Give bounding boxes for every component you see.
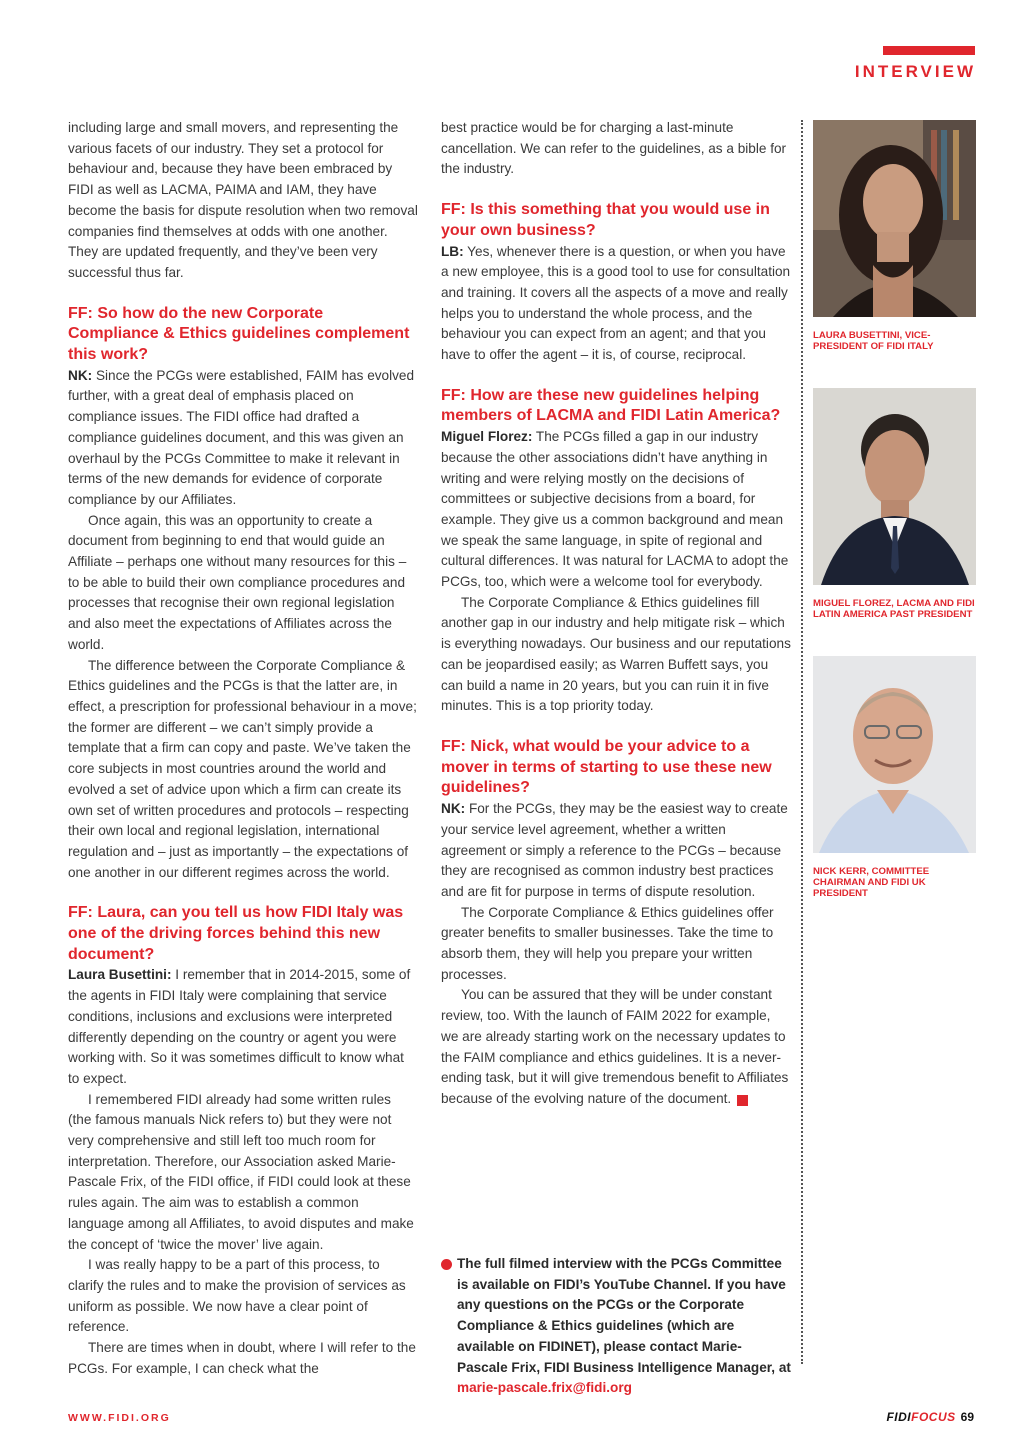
speaker-label: Laura Busettini:	[68, 967, 172, 983]
question-heading: FF: Is this something that you would use in your own business?	[441, 201, 770, 239]
middle-column	[441, 118, 791, 1110]
answer-text: Since the PCGs were established, FAIM has evolved further, with a great deal of emphasis placed on compliance issues. The FIDI office had drafted a compliance guidelines document, and this was given an overhaul by the PCGs Committee to make it relevant in terms of the new demands for evidence of corporate compliance by our Affiliates.	[68, 367, 415, 507]
left-column	[68, 118, 418, 1379]
question-heading: FF: How are these new guidelines helping members of LACMA and FIDI Latin America?	[441, 386, 781, 425]
brand-part1: FIDI	[886, 1410, 912, 1424]
photo-laura-busettini	[813, 120, 976, 317]
answer-text: The PCGs filled a gap in our industry because the other associations didn’t have anything in writing and were relying mostly on the decisions of committees or subjective decisions from a board, for example. They give us a common background and mean we speak the same language, in spite of regional and cultural differences. It was natural for LACMA to adopt the PCGs, too, which were a welcome tool for everybody.	[441, 429, 789, 590]
website-link[interactable]: WWW.FIDI.ORG	[68, 1412, 171, 1424]
contact-note	[441, 1254, 791, 1399]
paragraph: I was really happy to be a part of this process, to clarify the rules and to make the provision of services as uniform as possible. We now have a clear point of reference.	[68, 1257, 406, 1335]
answer-paragraph	[68, 965, 418, 1089]
answer-paragraph	[441, 242, 791, 366]
section-label: INTERVIEW	[854, 62, 976, 81]
note-text: The full filmed interview with the PCGs Committee is available on FIDI’s YouTube Channel. If you have any questions on the PCGs or the Corporate Compliance & Ethics guidelines (which are available on FIDINET), please contact Marie-Pascale Frix, FIDI Business Intelligence Manager, at	[457, 1256, 791, 1375]
caption-laura: LAURA BUSETTINI, VICE-PRESIDENT OF FIDI ITALY	[813, 330, 934, 352]
bullet-icon	[441, 1259, 452, 1270]
question-heading: FF: Laura, can you tell us how FIDI Italy was one of the driving forces behind this new document?	[68, 904, 404, 963]
speaker-label: NK:	[441, 801, 466, 817]
email-link[interactable]: marie-pascale.frix@fidi.org	[457, 1380, 632, 1396]
paragraph: I remembered FIDI already had some written rules (the famous manuals Nick refers to) but they were not very comprehensive and still left too much room for interpretation. Therefore, our Association asked Marie-Pascale Frix, of the FIDI office, if FIDI could look at these rules again. The aim was to establish a common language among all Affiliates, to avoid disputes and make the concept of ‘twice the mover’ live again.	[68, 1091, 414, 1252]
paragraph: The Corporate Compliance & Ethics guidelines fill another gap in our industry and help mitigate risk – which is everything nowadays. Our business and our reputations can be jeopardised easily; as Warren Buffett says, you can build a name in 20 years, but you can ruin it in five minutes. This is a top priority today.	[441, 594, 791, 714]
photo-nick-kerr	[813, 656, 976, 853]
paragraph: The Corporate Compliance & Ethics guidelines offer greater benefits to smaller businesses. Take the time to absorb them, they will help you prepare your written processes.	[441, 904, 774, 982]
paragraph: best practice would be for charging a last-minute cancellation. We can refer to the guidelines, as a bible for the industry.	[441, 120, 787, 177]
page-number: 69	[960, 1410, 974, 1424]
question-heading: FF: Nick, what would be your advice to a mover in terms of starting to use these new guidelines?	[441, 737, 772, 797]
speaker-label: NK:	[68, 367, 93, 383]
paragraph: There are times when in doubt, where I will refer to the PCGs. For example, I can check what the	[68, 1340, 416, 1376]
section-bar	[883, 46, 975, 55]
footer-brand	[886, 1410, 974, 1424]
caption-nick: NICK KERR, COMMITTEE CHAIRMAN AND FIDI UK PRESIDENT	[813, 866, 930, 899]
paragraph: including large and small movers, and representing the various facets of our industry. They set a protocol for behaviour and, because they have been embraced by FIDI as well as LACMA, PAIMA and IAM, they have become the basis for dispute resolution when two removal companies find themselves at odds with one another. They are updated frequently, and they’ve been very successful thus far.	[68, 120, 418, 280]
photo-miguel-florez	[813, 388, 976, 585]
paragraph-text: You can be assured that they will be under constant review, too. With the launch of FAIM 2022 for example, we are already starting work on the necessary updates to the FAIM compliance and ethics guidelines. It is a never-ending task, but it will give tremendous benefit to Affiliates because of the evolving nature of the document.	[441, 987, 789, 1106]
speaker-label: Miguel Florez:	[441, 429, 533, 445]
paragraph: The difference between the Corporate Compliance & Ethics guidelines and the PCGs is that the latter are, in effect, a prescription for professional behaviour in a move; the former are different – we can’t simply provide a template that a firm can copy and paste. We’ve taken the core subjects in most countries around the world and evolved a set of advice upon which a firm can create its own set of written procedures and protocols – respecting their own local and regional legislation, international regulation and – just as importantly – the expectations of one another in our different regimes across the world.	[68, 657, 417, 880]
column-divider	[801, 120, 803, 1364]
answer-text: Yes, whenever there is a question, or when you have a new employee, this is a good tool to use for consultation and training. It covers all the aspects of a move and really helps you to understand the whole process, and the behaviour you can expect from an agent; and that you have to offer the agent – it is, of course, reciprocal.	[441, 243, 791, 363]
paragraph	[441, 985, 791, 1109]
answer-paragraph	[441, 799, 791, 903]
brand-part2: FOCUS	[911, 1410, 956, 1424]
answer-text: I remember that in 2014-2015, some of the agents in FIDI Italy were complaining that service conditions, inclusions and exclusions were interpreted differently depending on the country or agent you were working with. So it was sometimes difficult to know what to expect.	[68, 967, 411, 1086]
caption-miguel: MIGUEL FLOREZ, LACMA AND FIDI LATIN AMERICA PAST PRESIDENT	[813, 598, 975, 620]
paragraph: Once again, this was an opportunity to create a document from beginning to end that would guide an Affiliate – perhaps one without many resources for this – to be able to build their own compliance procedures and processes that recognise their own regional legislation and also meet the expectations of Affiliates across the world.	[68, 512, 407, 652]
answer-text: For the PCGs, they may be the easiest way to create your service level agreement, whether a written agreement or simply a reference to the PCGs – because they are recognised as common industry best practices and are fit for purpose in terms of dispute resolution.	[441, 801, 788, 899]
speaker-label: LB:	[441, 243, 464, 259]
answer-paragraph	[68, 366, 418, 511]
end-mark-icon: FF	[737, 1095, 748, 1106]
note-text-block	[441, 1254, 791, 1399]
answer-paragraph	[441, 427, 791, 593]
question-heading: FF: So how do the new Corporate Compliance & Ethics guidelines complement this work?	[68, 304, 410, 364]
